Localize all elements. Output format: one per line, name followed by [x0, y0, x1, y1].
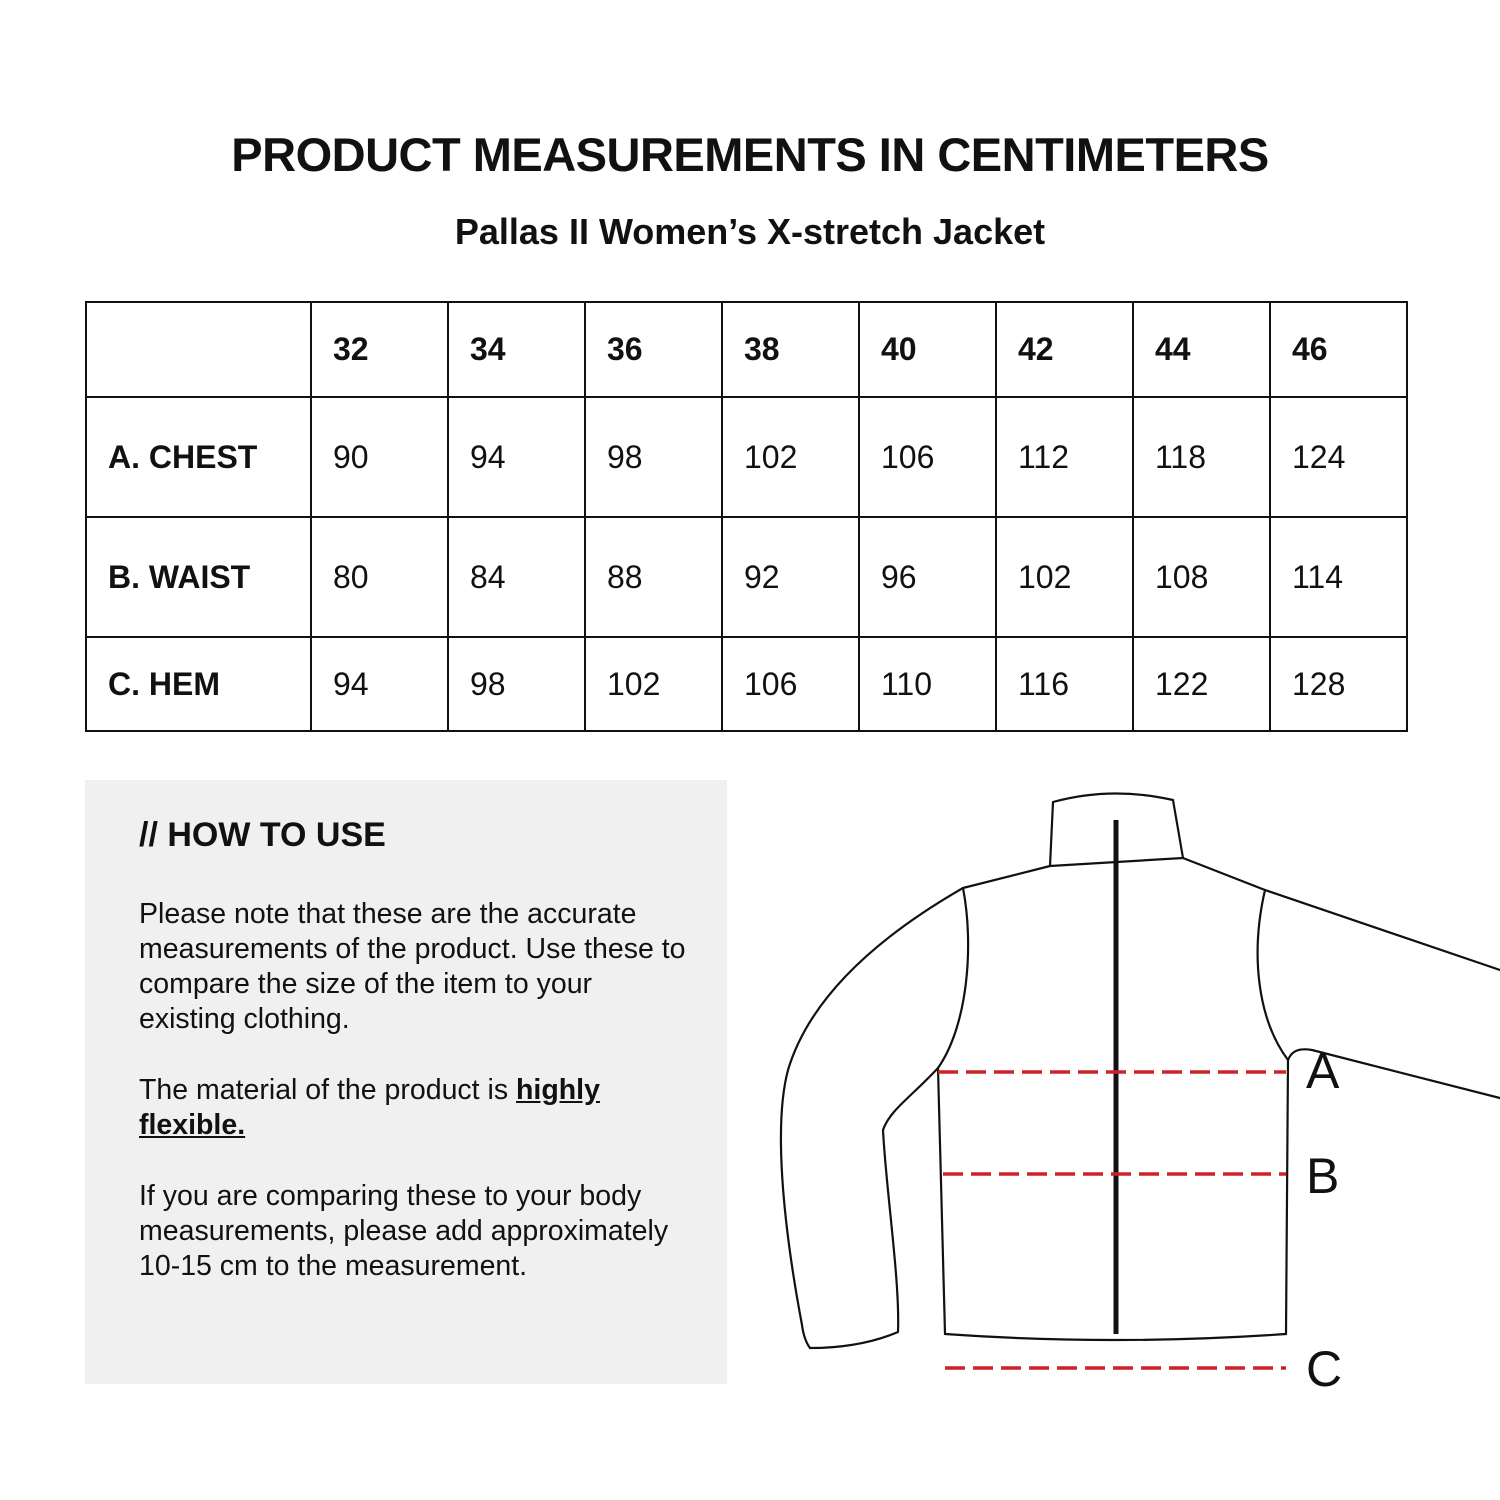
how-to-use-paragraph: Please note that these are the accurate measurements of the product. Use these to compare the size of the item to your existing clothing. — [139, 898, 686, 1035]
table-cell: 106 — [722, 637, 859, 731]
jacket-diagram — [740, 780, 1500, 1400]
material-note-text: The material of the product is — [139, 1074, 517, 1106]
table-row-chest — [86, 397, 1407, 517]
table-cell: 114 — [1270, 517, 1407, 637]
size-header: 34 — [448, 302, 585, 397]
table-cell: 106 — [859, 397, 996, 517]
table-cell: 90 — [311, 397, 448, 517]
table-cell: 108 — [1133, 517, 1270, 637]
table-cell: 102 — [585, 637, 722, 731]
measurement-lines — [938, 1072, 1286, 1368]
size-header: 46 — [1270, 302, 1407, 397]
size-header: 42 — [996, 302, 1133, 397]
size-table — [85, 301, 1408, 732]
table-cell: 118 — [1133, 397, 1270, 517]
jacket-illustration — [740, 780, 1500, 1400]
table-cell: 96 — [859, 517, 996, 637]
row-label: C. HEM — [86, 637, 311, 731]
table-cell: 112 — [996, 397, 1133, 517]
label-b: B — [1306, 1148, 1340, 1204]
table-cell: 94 — [311, 637, 448, 731]
page-title: PRODUCT MEASUREMENTS IN CENTIMETERS — [231, 128, 1269, 181]
table-cell: 88 — [585, 517, 722, 637]
how-to-use-heading: // HOW TO USE — [139, 816, 386, 854]
table-cell: 84 — [448, 517, 585, 637]
size-header: 32 — [311, 302, 448, 397]
label-c: C — [1306, 1341, 1343, 1397]
table-header-row — [86, 302, 1407, 397]
table-row-hem — [86, 637, 1407, 731]
table-cell: 124 — [1270, 397, 1407, 517]
table-cell: 98 — [448, 637, 585, 731]
row-label: B. WAIST — [86, 517, 311, 637]
size-header: 44 — [1133, 302, 1270, 397]
table-cell: 102 — [996, 517, 1133, 637]
table-cell: 94 — [448, 397, 585, 517]
size-header: 40 — [859, 302, 996, 397]
label-a: A — [1306, 1043, 1340, 1099]
material-note — [139, 1073, 687, 1143]
row-label: A. CHEST — [86, 397, 311, 517]
product-name: Pallas II Women’s X-stretch Jacket — [454, 211, 1046, 252]
table-cell: 92 — [722, 517, 859, 637]
table-corner-cell — [86, 302, 311, 397]
table-row-waist — [86, 517, 1407, 637]
how-to-use-panel — [85, 780, 727, 1384]
table-cell: 116 — [996, 637, 1133, 731]
how-to-use-paragraph: If you are comparing these to your body measurements, please add approximately 10-15 cm to the measurement. — [139, 1180, 669, 1282]
table-cell: 102 — [722, 397, 859, 517]
table-cell: 98 — [585, 397, 722, 517]
material-emphasis: highly flexible. — [139, 1074, 600, 1141]
size-header: 38 — [722, 302, 859, 397]
size-header: 36 — [585, 302, 722, 397]
table-cell: 80 — [311, 517, 448, 637]
table-cell: 128 — [1270, 637, 1407, 731]
table-cell: 110 — [859, 637, 996, 731]
table-cell: 122 — [1133, 637, 1270, 731]
